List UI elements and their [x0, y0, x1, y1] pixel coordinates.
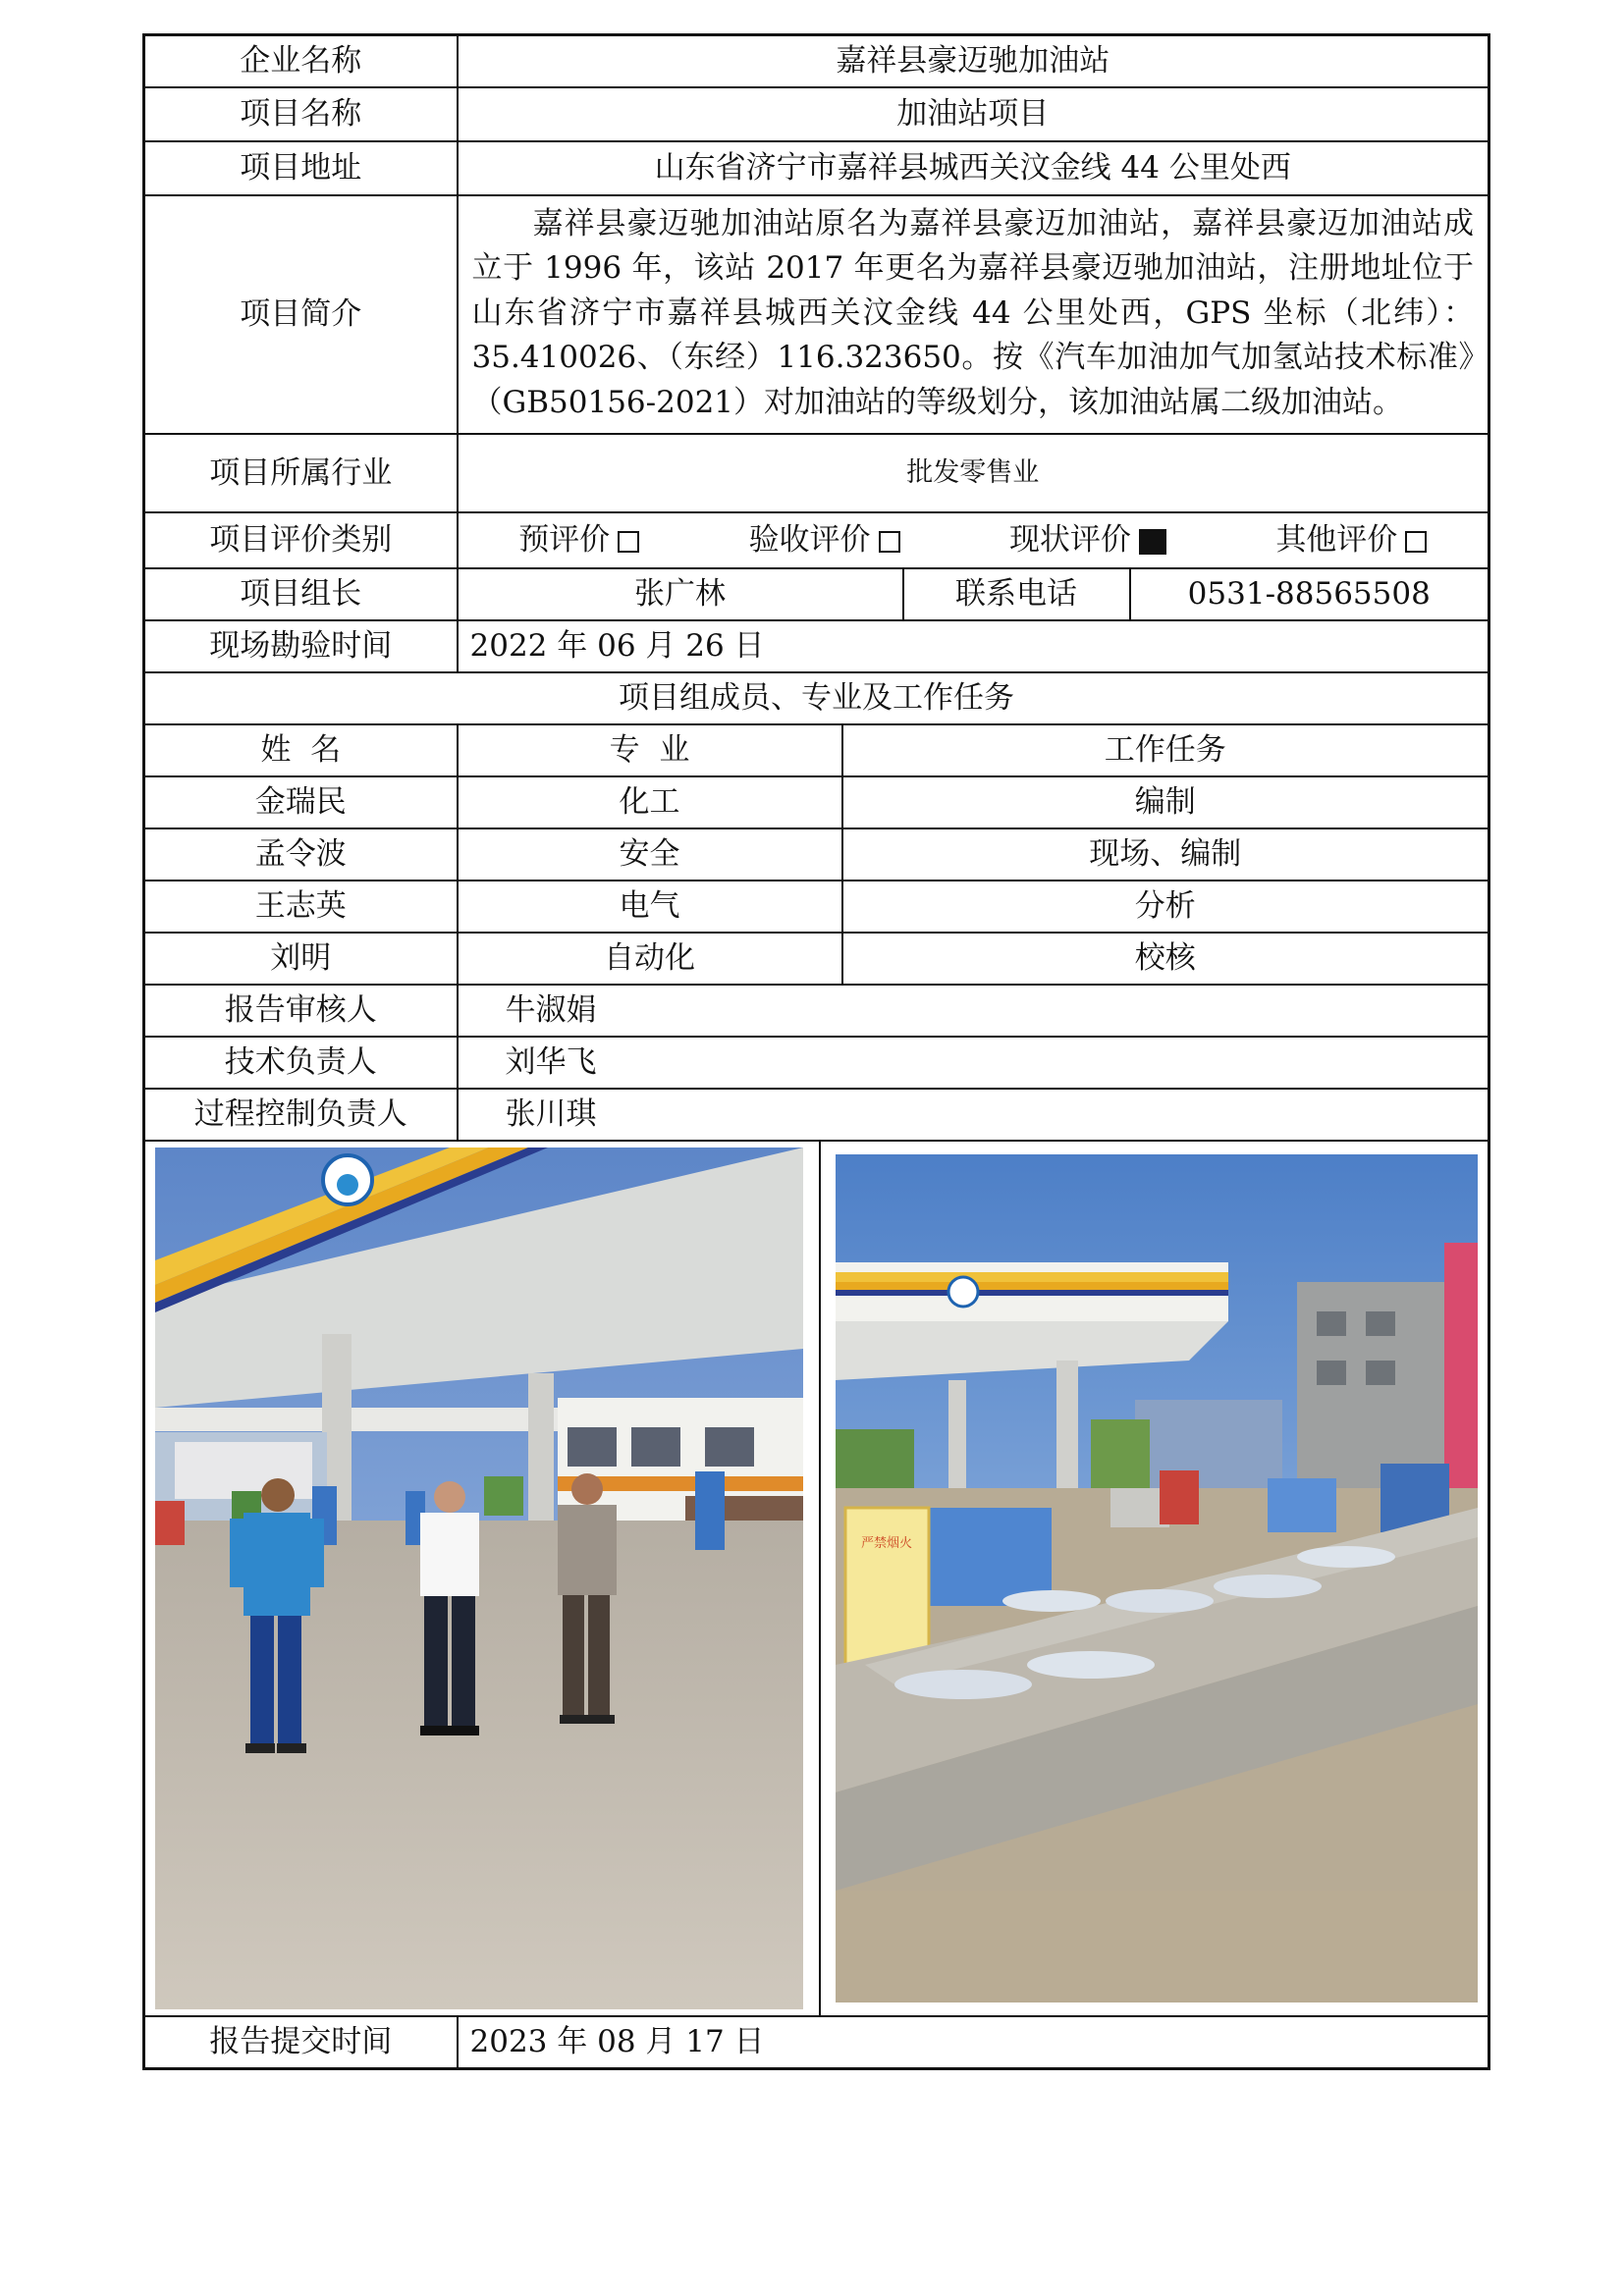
process-row [144, 1089, 1489, 1141]
company-value: 嘉祥县豪迈驰加油站 [458, 35, 1489, 87]
member-task: 校核 [842, 933, 1489, 985]
eval-option-acceptance-label: 验收评价 [748, 522, 871, 559]
process-label: 过程控制负责人 [144, 1089, 458, 1141]
address-label: 项目地址 [144, 141, 458, 195]
eval-option-acceptance[interactable] [749, 521, 900, 560]
member-name: 王志英 [144, 881, 458, 933]
warning-sign-text: 严禁烟火 [860, 1536, 913, 1552]
eval-options-cell [458, 512, 1489, 568]
photo-divider [819, 1142, 821, 2015]
member-task: 分析 [842, 881, 1489, 933]
site-photo-staff [155, 1148, 803, 2009]
header-major: 专 业 [458, 724, 842, 776]
members-title-row [144, 672, 1489, 724]
member-row [144, 776, 1489, 828]
project-info-table [142, 33, 1490, 2070]
eval-option-pre-label: 预评价 [518, 522, 611, 559]
member-name: 孟令波 [144, 828, 458, 881]
intro-row [144, 195, 1489, 435]
checkbox-other[interactable] [1405, 531, 1427, 553]
eval-option-current-label: 现状评价 [1008, 522, 1131, 559]
member-name: 刘明 [144, 933, 458, 985]
checkbox-current-checked[interactable] [1139, 529, 1166, 555]
phone-value: 0531-88565508 [1130, 568, 1489, 620]
members-section-title: 项目组成员、专业及工作任务 [144, 672, 1489, 724]
members-header-row [144, 724, 1489, 776]
eval-option-other-label: 其他评价 [1275, 522, 1398, 559]
leader-value: 张广林 [458, 568, 903, 620]
photos-row [144, 1141, 1489, 2016]
project-row [144, 87, 1489, 141]
checkbox-pre[interactable] [618, 531, 639, 553]
eval-options [464, 521, 1483, 560]
member-row [144, 933, 1489, 985]
survey-value: 2022 年 06 月 26 日 [458, 620, 1489, 672]
survey-label: 现场勘验时间 [144, 620, 458, 672]
eval-option-other[interactable] [1275, 521, 1427, 560]
industry-label: 项目所属行业 [144, 434, 458, 512]
submit-row [144, 2016, 1489, 2068]
project-label: 项目名称 [144, 87, 458, 141]
survey-row [144, 620, 1489, 672]
member-name: 金瑞民 [144, 776, 458, 828]
member-task: 现场、编制 [842, 828, 1489, 881]
phone-label: 联系电话 [903, 568, 1130, 620]
site-photo-tank-area [836, 1154, 1478, 2002]
gas-station-canopy-photo [155, 1148, 803, 2009]
intro-label: 项目简介 [144, 195, 458, 435]
process-value: 张川琪 [458, 1089, 1489, 1141]
reviewer-label: 报告审核人 [144, 985, 458, 1037]
leader-label: 项目组长 [144, 568, 458, 620]
checkbox-acceptance[interactable] [879, 531, 900, 553]
company-label: 企业名称 [144, 35, 458, 87]
reviewer-value: 牛淑娟 [458, 985, 1489, 1037]
photos-cell [144, 1141, 1489, 2016]
leader-row [144, 568, 1489, 620]
member-major: 电气 [458, 881, 842, 933]
member-major: 化工 [458, 776, 842, 828]
reviewer-row [144, 985, 1489, 1037]
photos-container [145, 1142, 1488, 2015]
member-row [144, 881, 1489, 933]
intro-text: 嘉祥县豪迈驰加油站原名为嘉祥县豪迈加油站，嘉祥县豪迈加油站成立于 1996 年，该站 2017 年更名为嘉祥县豪迈驰加油站，注册地址位于山东省济宁市嘉祥县城西关汶金线 44 公里处西，GPS 坐标（北纬）：35.410026、（东经）116.323650。按《汽车加油加气加氢站技术标准》（GB50156-2021）对加油站的等级划分，该加油站属二级加油站。 [471, 205, 1474, 420]
member-task: 编制 [842, 776, 1489, 828]
member-major: 自动化 [458, 933, 842, 985]
eval-option-pre[interactable] [518, 521, 639, 560]
tank-area-photo [836, 1154, 1478, 2002]
company-row [144, 35, 1489, 87]
project-value: 加油站项目 [458, 87, 1489, 141]
tech-row [144, 1037, 1489, 1089]
eval-label: 项目评价类别 [144, 512, 458, 568]
industry-row [144, 434, 1489, 512]
tech-value: 刘华飞 [458, 1037, 1489, 1089]
member-major: 安全 [458, 828, 842, 881]
eval-row [144, 512, 1489, 568]
tech-label: 技术负责人 [144, 1037, 458, 1089]
eval-option-current[interactable] [1009, 521, 1166, 560]
header-name: 姓 名 [144, 724, 458, 776]
intro-cell [458, 195, 1489, 435]
info-sheet [142, 33, 1488, 2070]
submit-value: 2023 年 08 月 17 日 [458, 2016, 1489, 2068]
address-row [144, 141, 1489, 195]
member-row [144, 828, 1489, 881]
industry-value: 批发零售业 [458, 434, 1489, 512]
header-task: 工作任务 [842, 724, 1489, 776]
submit-label: 报告提交时间 [144, 2016, 458, 2068]
address-value: 山东省济宁市嘉祥县城西关汶金线 44 公里处西 [458, 141, 1489, 195]
